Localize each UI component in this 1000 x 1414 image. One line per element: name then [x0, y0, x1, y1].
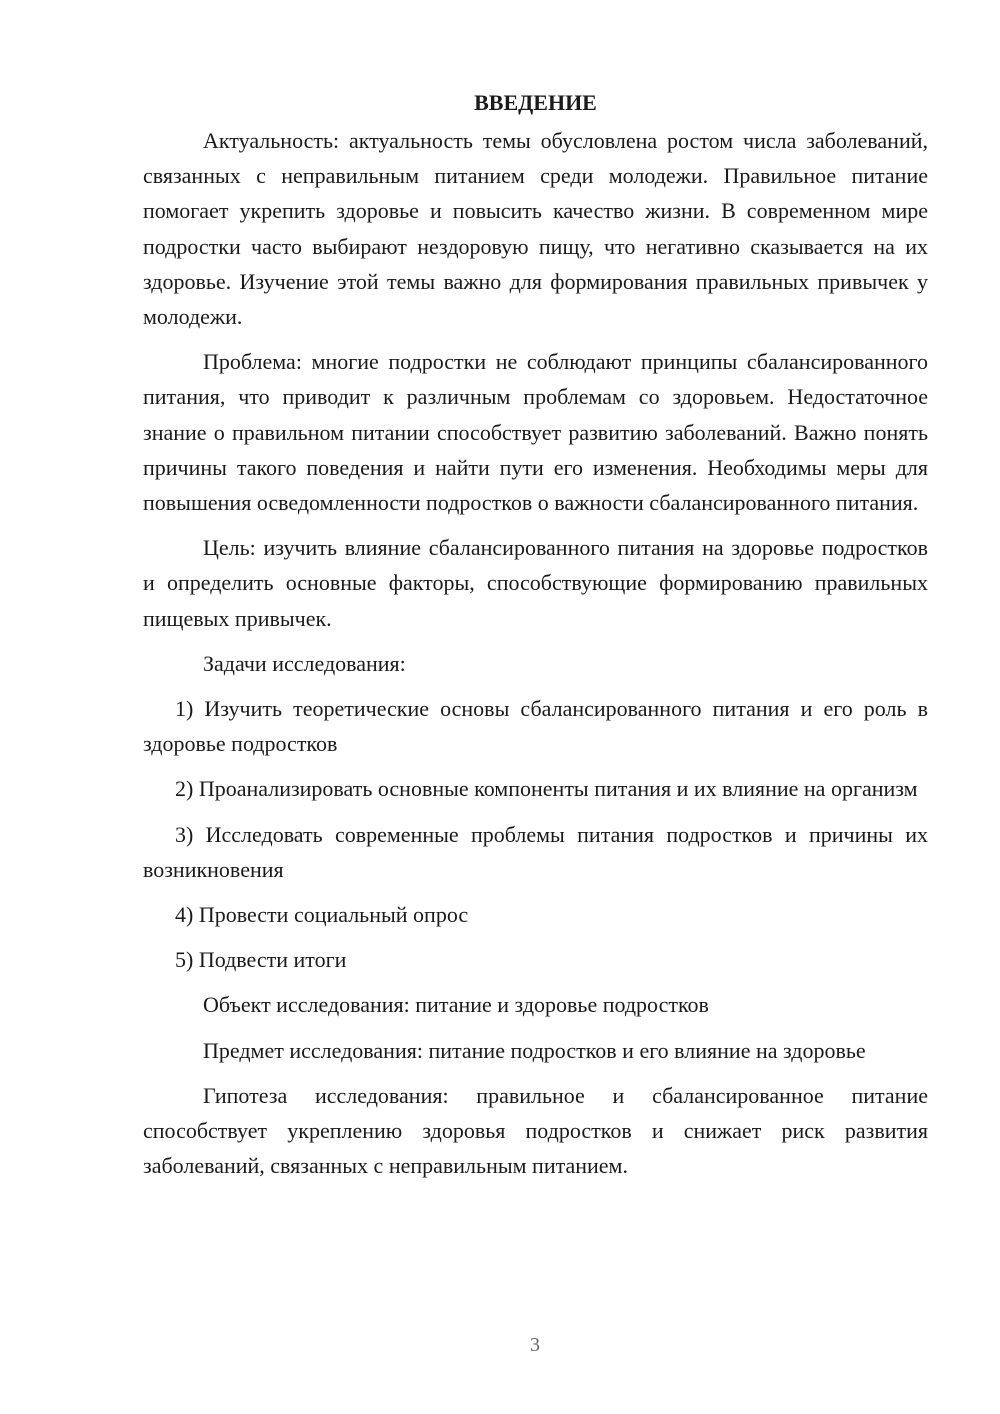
- task-item: 2) Проанализировать основные компоненты питания и их влияние на организм: [175, 776, 918, 802]
- problem-paragraph: Проблема: многие подростки не соблюдают принципы сбалансированного питания, что приводит к различным проблемам со здоровьем. Недостаточное знание о правильном питании способствует развитию заболеваний. Важно понять причины такого поведения и найти пути его изменения. Необходимы меры для повышения осведомленности подростков о важности сбалансированного питания.: [143, 349, 928, 516]
- task-item: 4) Провести социальный опрос: [175, 902, 469, 928]
- page-title: ВВЕДЕНИЕ: [474, 90, 597, 115]
- tasks-title: Задачи исследования:: [203, 650, 406, 676]
- goal-paragraph: Цель: изучить влияние сбалансированного питания на здоровье подростков и определить основные факторы, способствующие формированию правильных пищевых привычек.: [143, 535, 928, 631]
- hypothesis-paragraph: Гипотеза исследования: правильное и сбалансированное питание способствует укреплению здоровья подростков и снижает риск развития заболеваний, связанных с неправильным питанием.: [143, 1082, 928, 1179]
- subject-paragraph: Предмет исследования: питание подростков и его влияние на здоровье: [203, 1037, 866, 1063]
- task-item: 5) Подвести итоги: [175, 947, 347, 973]
- relevance-paragraph: Актуальность: актуальность темы обусловлена ростом числа заболеваний, связанных с неправильным питанием среди молодежи. Правильное питание помогает укрепить здоровье и повысить качество жизни. В современном мире подростки часто выбирают нездоровую пищу, что негативно сказывается на их здоровье. Изучение этой темы важно для формирования правильных привычек у молодежи.: [143, 128, 928, 330]
- object-paragraph: Объект исследования: питание и здоровье подростков: [203, 992, 709, 1018]
- task-item: 3) Исследовать современные проблемы питания подростков и причины их возникновения: [143, 821, 928, 882]
- task-item: 1) Изучить теоретические основы сбалансированного питания и его роль в здоровье подростков: [143, 696, 928, 757]
- page-number: 3: [530, 1334, 540, 1356]
- document-page: [143, 88, 928, 1328]
